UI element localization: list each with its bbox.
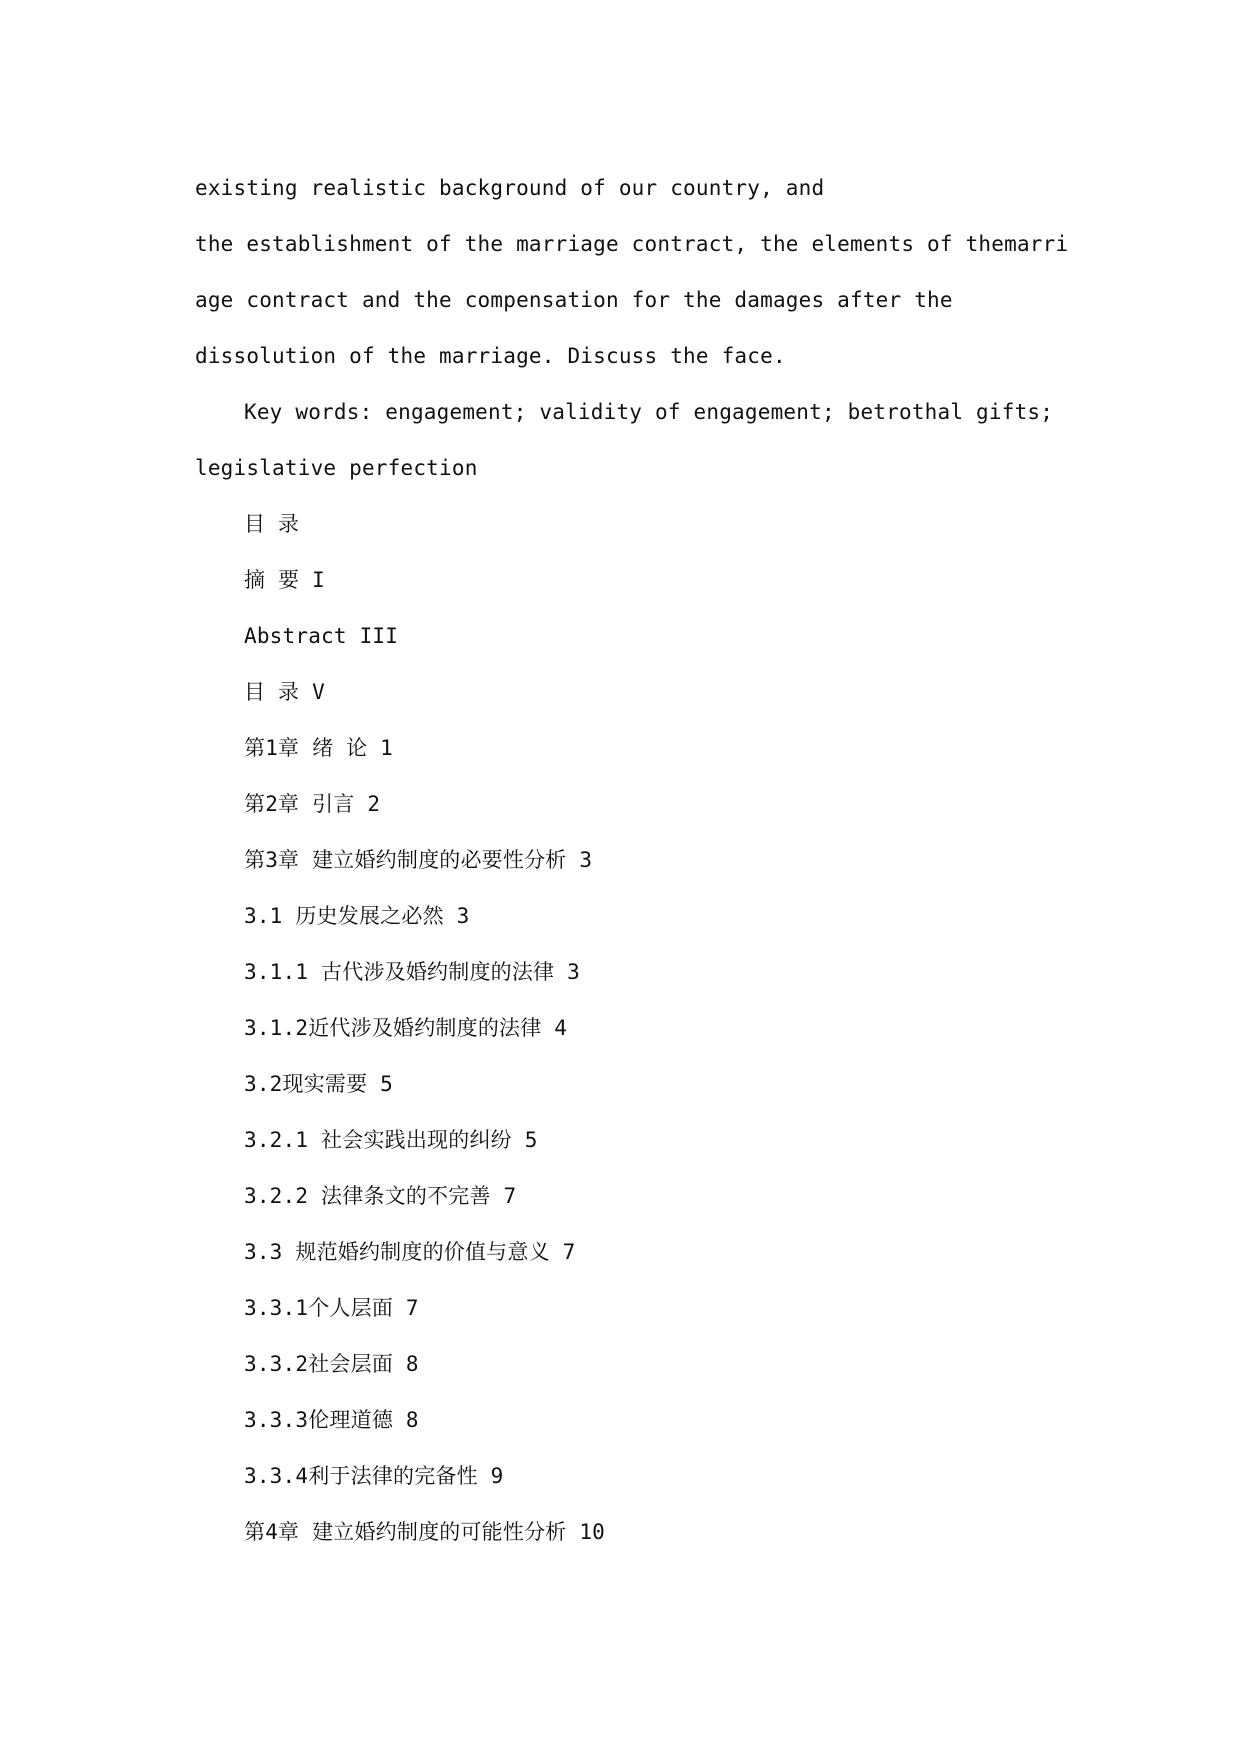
toc-entry: 目 录 V <box>244 680 325 704</box>
abstract-line-3: age contract and the compensation for the damages after the <box>195 288 953 312</box>
abstract-line-1: existing realistic background of our country, and <box>195 176 825 200</box>
abstract-line-4: dissolution of the marriage. Discuss the face. <box>195 344 786 368</box>
toc-heading: 目 录 <box>244 512 300 536</box>
toc-entry: 3.3.4利于法律的完备性 9 <box>244 1464 504 1488</box>
toc-entry: 3.1.2近代涉及婚约制度的法律 4 <box>244 1016 568 1040</box>
toc-entry: 3.3.2社会层面 8 <box>244 1352 419 1376</box>
toc-entry: 第1章 绪 论 1 <box>244 736 394 760</box>
toc-entry: 3.3 规范婚约制度的价值与意义 7 <box>244 1240 576 1264</box>
toc-entry: Abstract III <box>244 624 399 648</box>
toc-entry: 3.2现实需要 5 <box>244 1072 394 1096</box>
keywords-line: Key words: engagement; validity of engagement; betrothal gifts; <box>244 400 1054 424</box>
toc-entry: 3.3.3伦理道德 8 <box>244 1408 419 1432</box>
toc-entry: 第3章 建立婚约制度的必要性分析 3 <box>244 848 593 872</box>
toc-entry: 摘 要 I <box>244 568 325 592</box>
toc-entry: 3.1 历史发展之必然 3 <box>244 904 470 928</box>
toc-entry: 3.2.1 社会实践出现的纠纷 5 <box>244 1128 538 1152</box>
toc-entry: 第4章 建立婚约制度的可能性分析 10 <box>244 1520 606 1544</box>
toc-entry: 3.1.1 古代涉及婚约制度的法律 3 <box>244 960 580 984</box>
toc-entry: 3.2.2 法律条文的不完善 7 <box>244 1184 517 1208</box>
toc-entry: 3.3.1个人层面 7 <box>244 1296 419 1320</box>
abstract-line-2: the establishment of the marriage contract, the elements of themarri <box>195 232 1069 256</box>
toc-entry: 第2章 引言 2 <box>244 792 381 816</box>
keywords-line-continued: legislative perfection <box>195 456 478 480</box>
